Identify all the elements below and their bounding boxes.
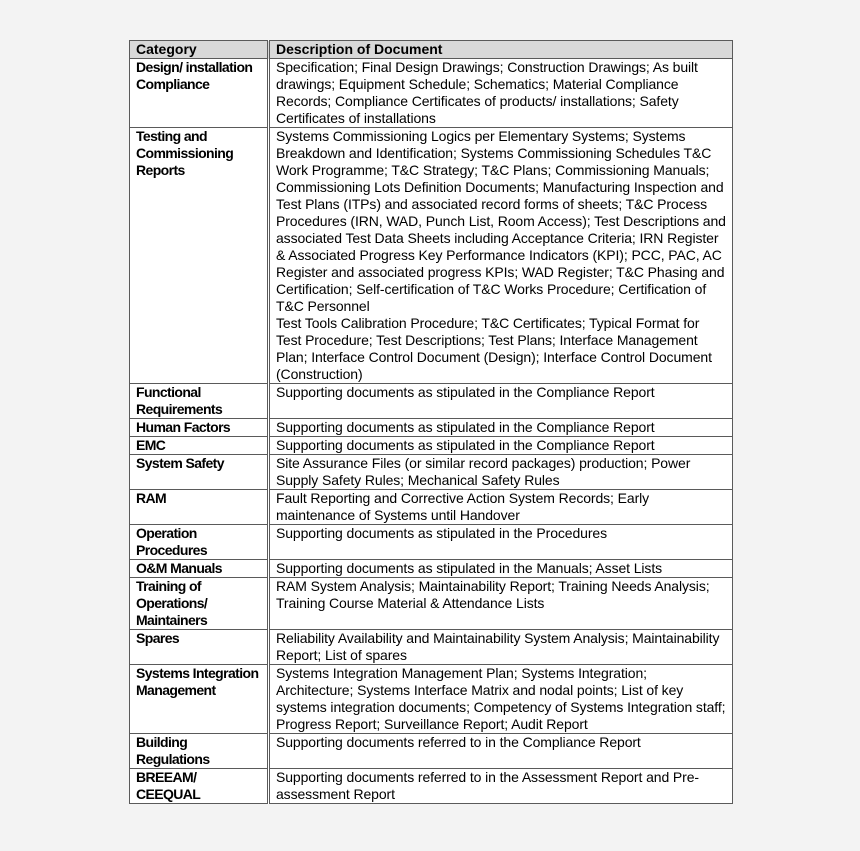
table-row [130, 525, 733, 560]
description-paragraph: Supporting documents referred to in the Compliance Report [276, 734, 641, 750]
table-row [130, 128, 733, 384]
description-cell [269, 455, 733, 490]
description-paragraph: RAM System Analysis; Maintainability Report; Training Needs Analysis; Training Course Material & Attendance Lists [276, 578, 710, 611]
table-row [130, 630, 733, 665]
category-cell: Spares [130, 630, 269, 665]
category-cell: BREEAM/ CEEQUAL [130, 769, 269, 804]
category-cell: Functional Requirements [130, 384, 269, 419]
category-cell: EMC [130, 437, 269, 455]
description-paragraph: Supporting documents as stipulated in the Procedures [276, 525, 608, 541]
document-table [129, 40, 733, 804]
table-row [130, 437, 733, 455]
description-cell [269, 734, 733, 769]
description-cell [269, 578, 733, 630]
category-cell: Operation Procedures [130, 525, 269, 560]
category-cell: RAM [130, 490, 269, 525]
table-row [130, 419, 733, 437]
table-row [130, 578, 733, 630]
category-cell: Testing and Commissioning Reports [130, 128, 269, 384]
description-cell [269, 490, 733, 525]
description-paragraph: Supporting documents referred to in the Assessment Report and Pre-assessment Report [276, 769, 699, 802]
description-paragraph: Systems Integration Management Plan; Systems Integration; Architecture; Systems Interface Matrix and nodal points; List of key systems integration documents; Competency of Systems Integration staff; Progress Report; Surveillance Report; Audit Report [276, 665, 726, 732]
category-cell: Human Factors [130, 419, 269, 437]
description-cell [269, 128, 733, 384]
category-cell: O&M Manuals [130, 560, 269, 578]
table-header-row [130, 41, 733, 59]
description-cell [269, 630, 733, 665]
description-cell [269, 665, 733, 734]
table-row [130, 665, 733, 734]
description-paragraph: Test Tools Calibration Procedure; T&C Certificates; Typical Format for Test Procedure; Test Descriptions; Test Plans; Interface Management Plan; Interface Control Document (Design); Interface Control Document (Construction) [276, 315, 712, 382]
category-cell: Systems Integration Management [130, 665, 269, 734]
table-row [130, 455, 733, 490]
description-cell [269, 525, 733, 560]
category-cell: Training of Operations/ Maintainers [130, 578, 269, 630]
category-cell: System Safety [130, 455, 269, 490]
table-row [130, 769, 733, 804]
description-paragraph: Supporting documents as stipulated in the Manuals; Asset Lists [276, 560, 663, 576]
table-row [130, 490, 733, 525]
description-paragraph: Supporting documents as stipulated in the Compliance Report [276, 437, 655, 453]
category-cell: Design/ installation Compliance [130, 59, 269, 128]
description-cell [269, 384, 733, 419]
table-row [130, 59, 733, 128]
description-cell [269, 437, 733, 455]
description-cell [269, 769, 733, 804]
description-paragraph: Reliability Availability and Maintainability System Analysis; Maintainability Report; List of spares [276, 630, 720, 663]
description-cell [269, 560, 733, 578]
description-paragraph: Systems Commissioning Logics per Elementary Systems; Systems Breakdown and Identification; Systems Commissioning Schedules T&C Work Programme; T&C Strategy; T&C Plans; Commissioning Manuals; Commissioning Lots Definition Documents; Manufacturing Inspection and Test Plans (ITPs) and associated record forms of sheets; T&C Process Procedures (IRN, WAD, Punch List, Room Access); Test Descriptions and associated Test Data Sheets including Acceptance Criteria; IRN Register & Associated Progress Key Performance Indicators (KPI); PCC, PAC, AC Register and associated progress KPIs; WAD Register; T&C Phasing and Certification; Self-certification of T&C Works Procedure; Certification of T&C Personnel [276, 128, 726, 314]
description-paragraph: Fault Reporting and Corrective Action System Records; Early maintenance of Systems until Handover [276, 490, 650, 523]
description-column-header: Description of Document [269, 41, 733, 59]
description-paragraph: Specification; Final Design Drawings; Construction Drawings; As built drawings; Equipment Schedule; Schematics; Material Compliance Records; Compliance Certificates of products/ installations; Safety Certificates of installations [276, 59, 698, 126]
table-row [130, 734, 733, 769]
category-cell: Building Regulations [130, 734, 269, 769]
table-row [130, 560, 733, 578]
description-cell [269, 419, 733, 437]
description-paragraph: Site Assurance Files (or similar record packages) production; Power Supply Safety Rules; Mechanical Safety Rules [276, 455, 691, 488]
table-body [130, 59, 733, 804]
category-column-header: Category [130, 41, 269, 59]
description-paragraph: Supporting documents as stipulated in the Compliance Report [276, 419, 655, 435]
table-row [130, 384, 733, 419]
description-paragraph: Supporting documents as stipulated in the Compliance Report [276, 384, 655, 400]
description-cell [269, 59, 733, 128]
